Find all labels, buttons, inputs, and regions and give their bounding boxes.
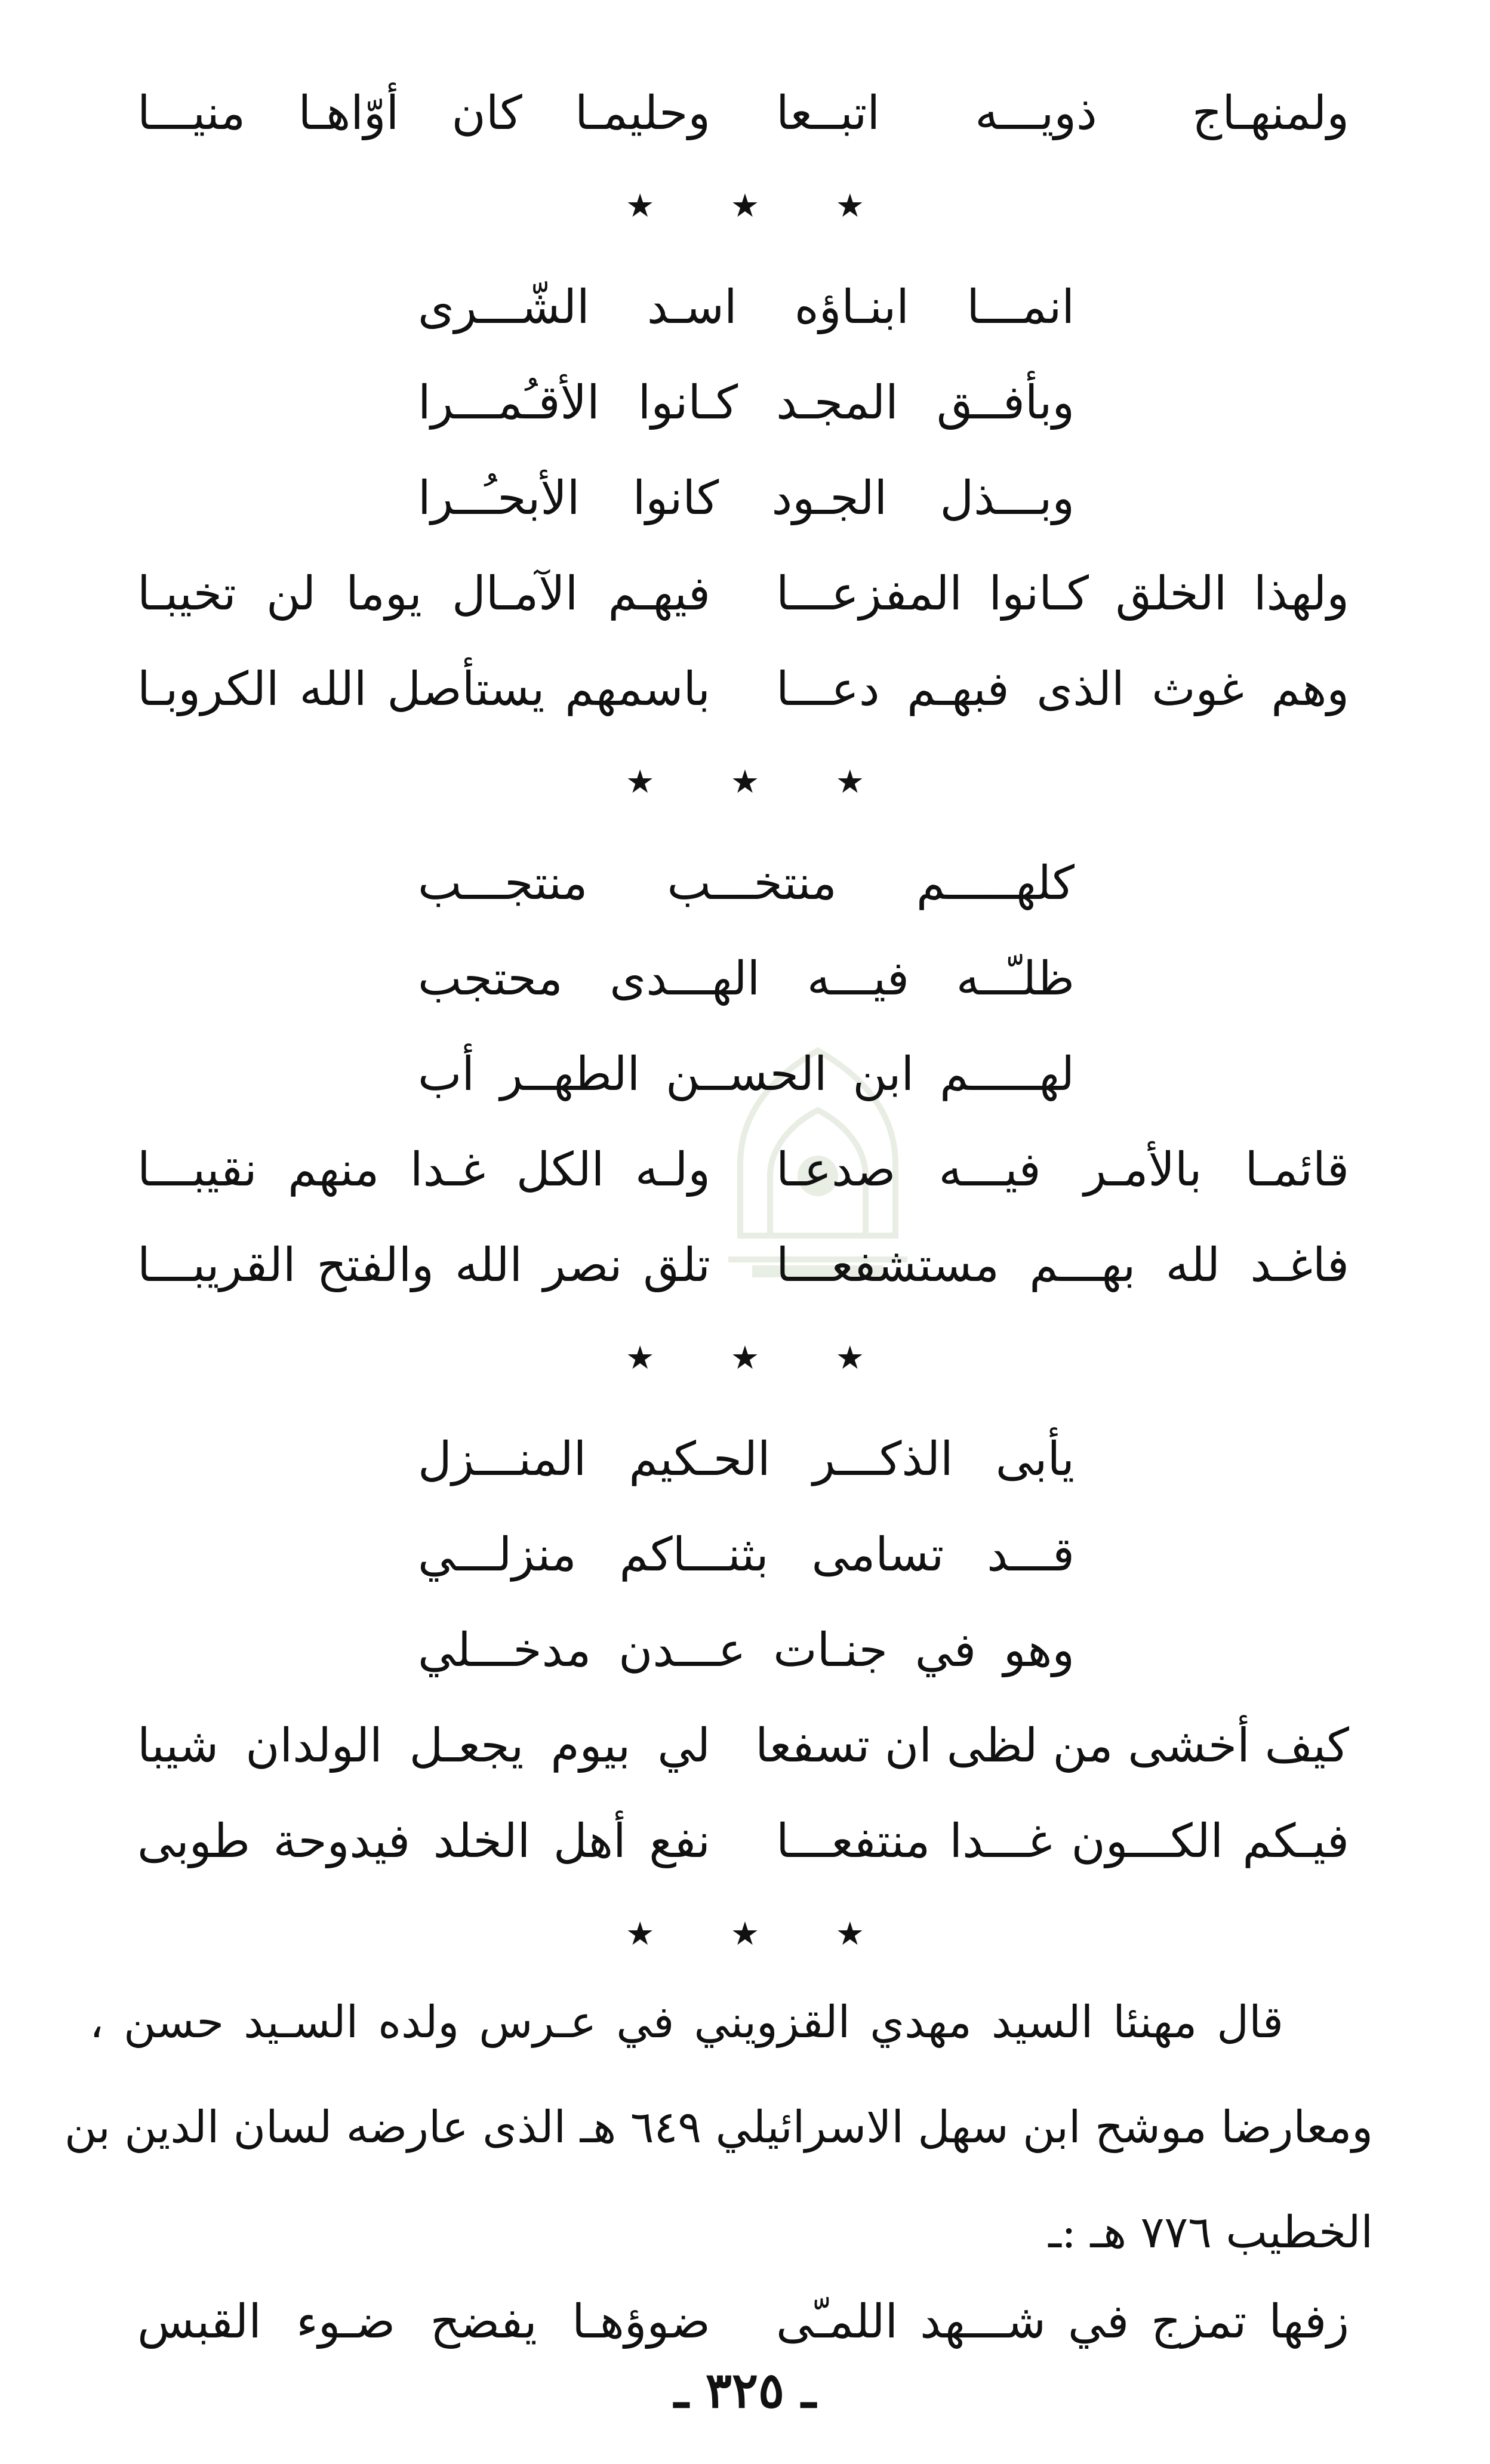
couplet-5 bbox=[137, 1230, 1349, 1301]
hemistich-left: وحليمـا كان أوّاهـا منيـــا bbox=[137, 87, 710, 140]
hemistich-right: ولهذا الخلق كـانوا المفزعـــا bbox=[776, 567, 1349, 621]
stanza-separator bbox=[626, 758, 864, 806]
couplet-7 bbox=[137, 1806, 1349, 1877]
verse-line: وهو في جنـات عـــدن مدخـــلي bbox=[418, 1624, 1075, 1677]
verse-line: وبـــذل الجـود كانوا الأبحـُــرا bbox=[418, 472, 1075, 525]
hemistich-left: فيهـم الآمـال يوما لن تخيبـا bbox=[137, 567, 710, 621]
star-icon: ★ bbox=[835, 763, 864, 800]
couplet-final bbox=[137, 2286, 1349, 2358]
star-icon: ★ bbox=[730, 1915, 760, 1952]
star-icon: ★ bbox=[626, 763, 655, 800]
verse-line: لهـــــم ابن الحســن الطهــر أب bbox=[418, 1048, 1075, 1101]
prose-line: قال مهنئا السيد مهدي القزويني في عـرس ولده السـيد حسن ، bbox=[90, 1997, 1283, 2048]
star-icon: ★ bbox=[835, 1915, 864, 1952]
prose-line: الخطيب ٧٧٦ هـ :ـ bbox=[1048, 2207, 1373, 2258]
verse-line: انمـــا ابنـاؤه اسـد الشّـــرى bbox=[418, 281, 1075, 334]
hemistich-left: تلق نصر الله والفتح القريبـــا bbox=[137, 1239, 710, 1292]
verse-line: وبأفــق المجـد كـانوا الأقـُمـــرا bbox=[418, 376, 1075, 430]
star-icon: ★ bbox=[626, 1339, 655, 1376]
stanza-separator bbox=[626, 1910, 864, 1958]
hemistich-right: وهم غوث الذى فبهـم دعـــا bbox=[776, 663, 1349, 716]
hemistich-left: ضوؤهـا يفضح ضـوء القبس bbox=[137, 2295, 710, 2349]
stanza-separator bbox=[626, 182, 864, 230]
verse-line: يأبى الذكـــر الحـكيم المنـــزل bbox=[418, 1433, 1075, 1486]
verse-line: ظلـّــه فيـــه الهـــدى محتجب bbox=[418, 952, 1075, 1006]
couplet-2 bbox=[137, 558, 1349, 630]
star-icon: ★ bbox=[626, 187, 655, 224]
star-icon: ★ bbox=[730, 187, 760, 224]
hemistich-left: لي بيوم يجعـل الولدان شيبا bbox=[137, 1719, 710, 1773]
hemistich-right: ولمنهـاج ذويـــه اتبــعا bbox=[776, 87, 1349, 140]
page-number: ـ ٣٢٥ ـ bbox=[674, 2362, 816, 2419]
hemistich-right: فاغـد لله بهـــم مستشفعـــا bbox=[776, 1239, 1349, 1292]
verse-line: كلهـــــم منتخـــب منتجـــب bbox=[418, 857, 1075, 910]
hemistich-right: قائمـا بالأمـر فيـــه صدعـا bbox=[776, 1143, 1349, 1197]
hemistich-left: باسمهم يستأصل الله الكروبـا bbox=[137, 663, 710, 716]
hemistich-left: نفع أهل الخلد فيدوحة طوبى bbox=[137, 1815, 710, 1868]
star-icon: ★ bbox=[730, 763, 760, 800]
prose-line: ومعارضا موشح ابن سهل الاسرائيلي ٦٤٩ هـ الذى عارضه لسان الدين بن bbox=[64, 2102, 1373, 2153]
star-icon: ★ bbox=[835, 187, 864, 224]
couplet-1 bbox=[137, 78, 1349, 149]
prose-paragraph bbox=[64, 1970, 1373, 2285]
star-icon: ★ bbox=[835, 1339, 864, 1376]
hemistich-right: زفها تمزج في شـــهد اللمـّى bbox=[776, 2295, 1349, 2349]
stanza-separator bbox=[626, 1334, 864, 1382]
couplet-3 bbox=[137, 654, 1349, 725]
couplet-4 bbox=[137, 1134, 1349, 1206]
star-icon: ★ bbox=[730, 1339, 760, 1376]
couplet-6 bbox=[137, 1710, 1349, 1782]
verse-line: قـــد تسامى بثنـــاكم منزلـــي bbox=[418, 1528, 1075, 1582]
hemistich-right: فيـكم الكـــون غـــدا منتفعـــا bbox=[776, 1815, 1349, 1868]
star-icon: ★ bbox=[626, 1915, 655, 1952]
hemistich-left: ولـه الكل غـدا منهم نقيبـــا bbox=[137, 1143, 710, 1197]
hemistich-right: كيف أخشى من لظى ان تسفعا bbox=[755, 1719, 1349, 1773]
